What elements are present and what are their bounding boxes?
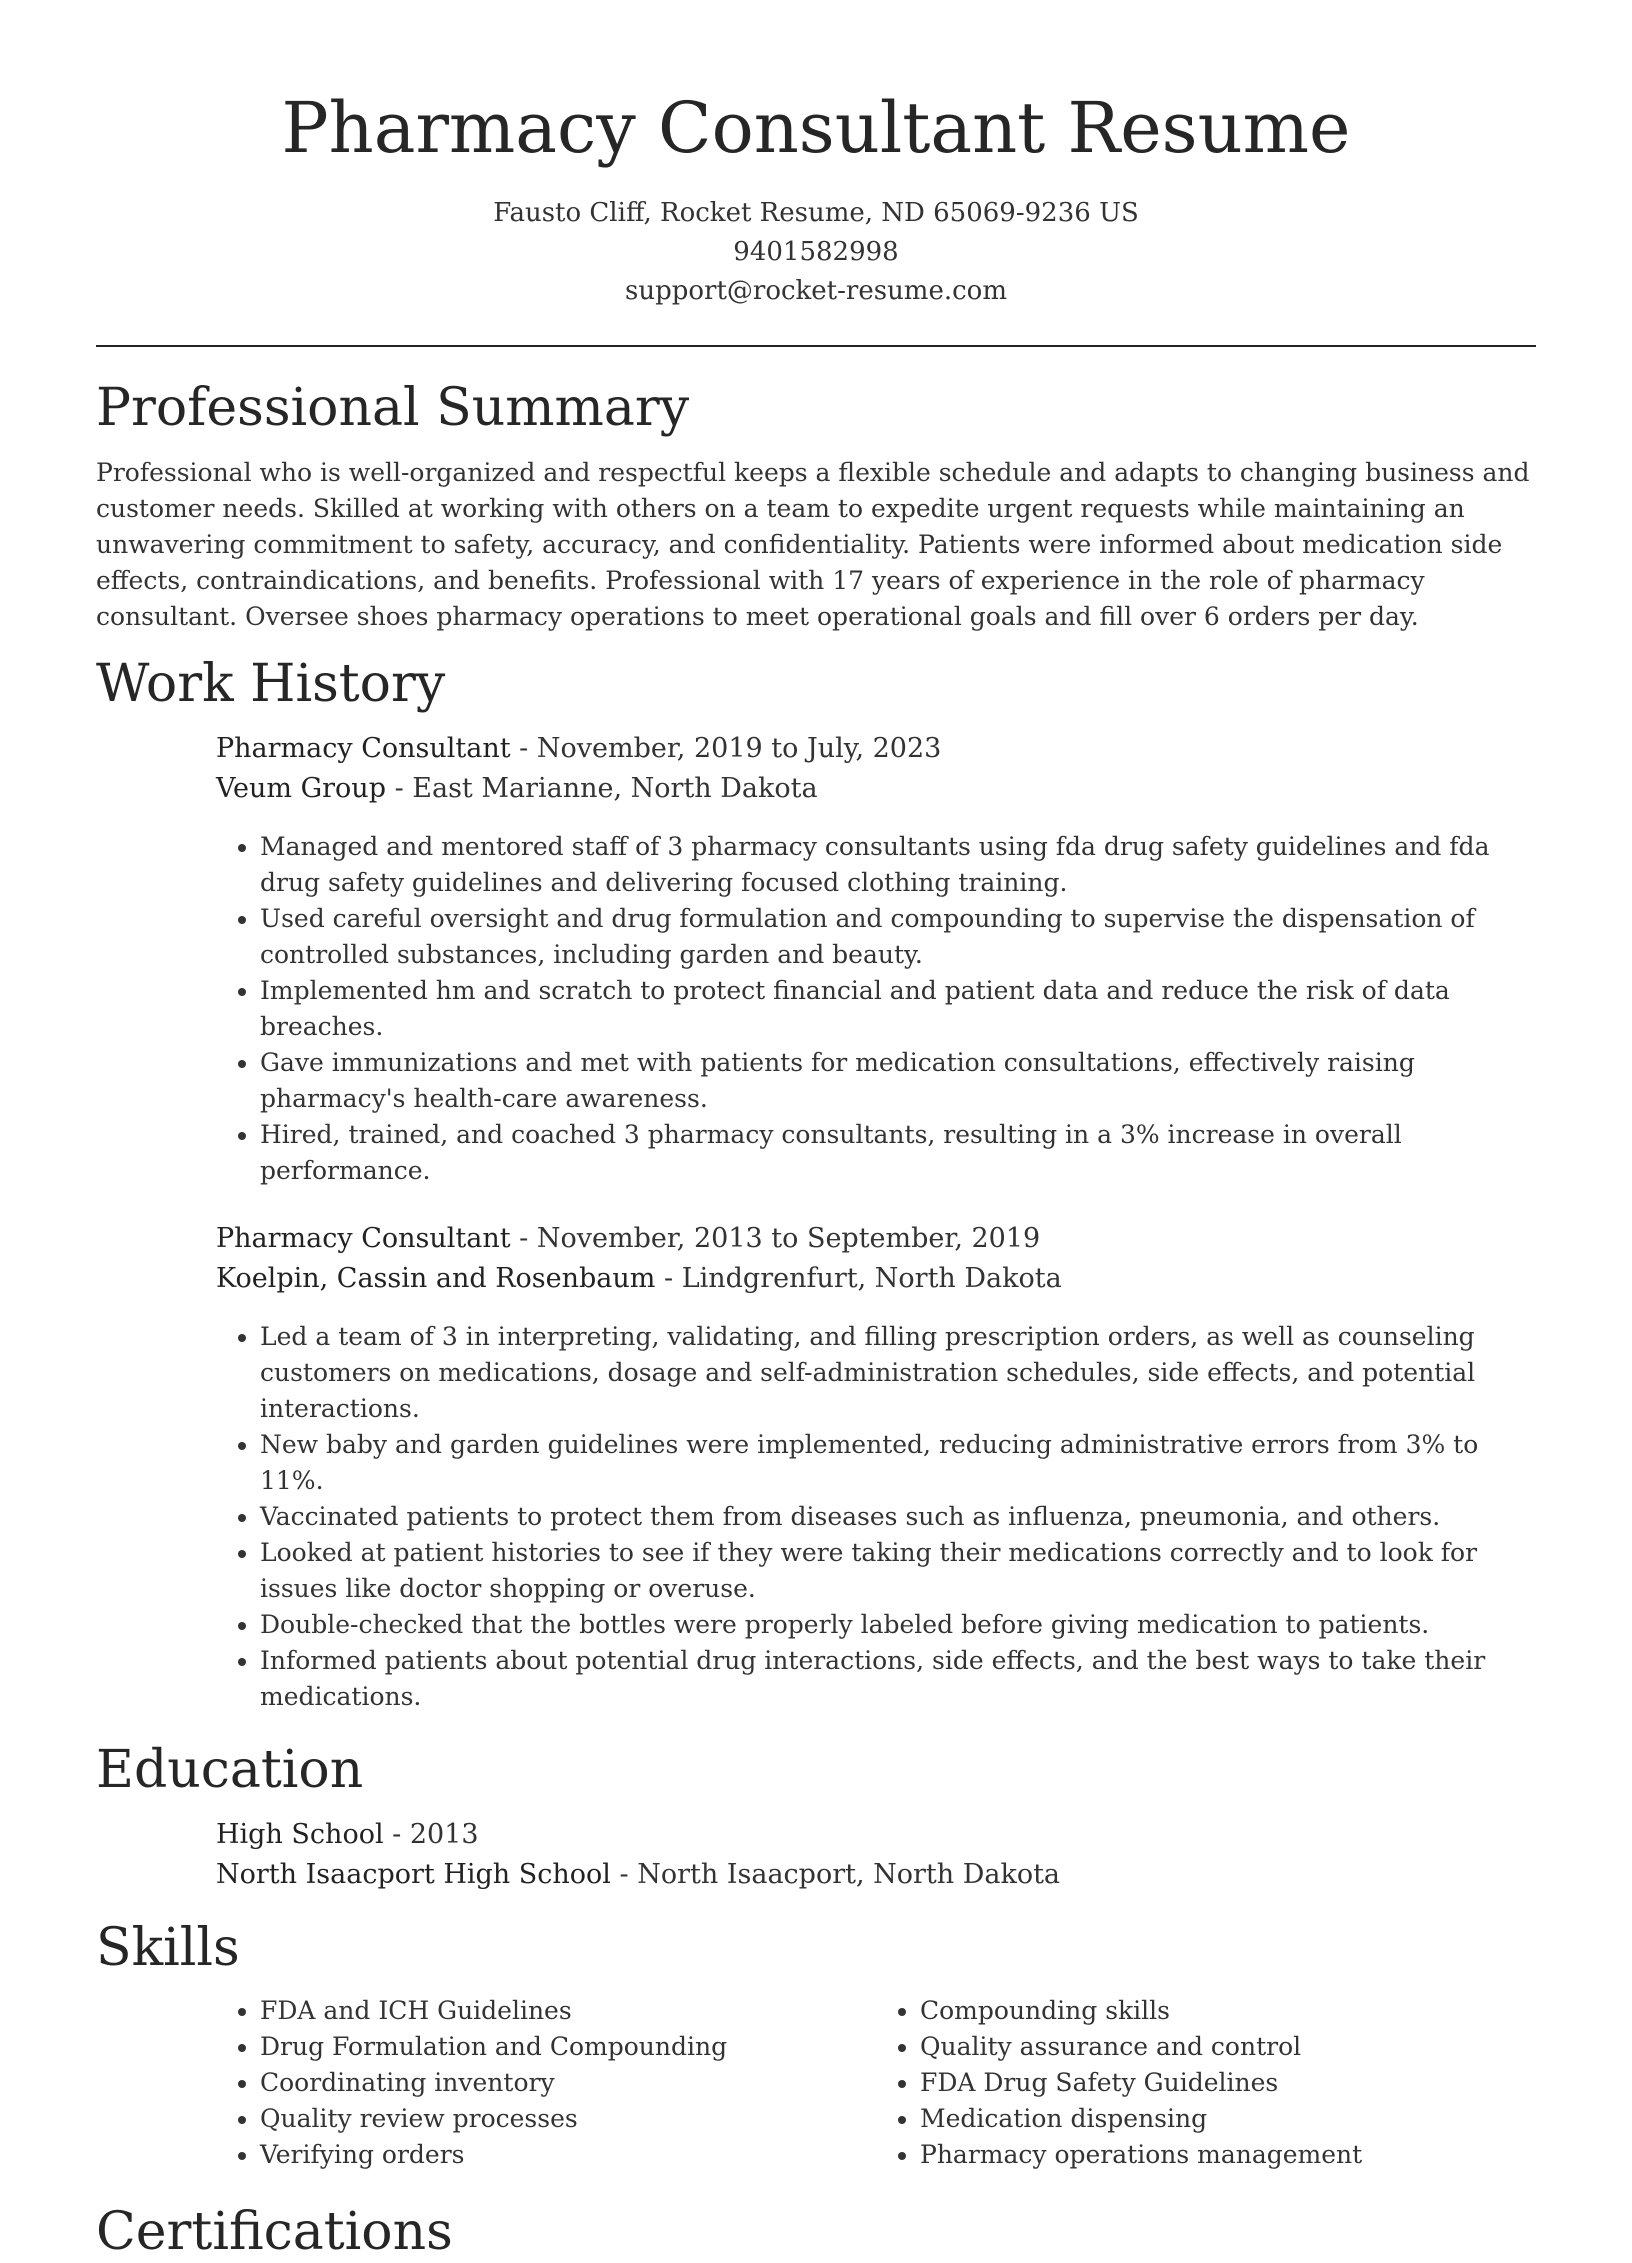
certifications-heading: Certifications bbox=[96, 2202, 453, 2262]
job-bullet: • New baby and garden guidelines were implemented, reducing administrative errors from 3% to 11%. bbox=[260, 1427, 1536, 1499]
work-history-section bbox=[96, 653, 1536, 1715]
education-section bbox=[96, 1739, 1536, 1895]
education-year: - 2013 bbox=[383, 1819, 479, 1850]
resume-header bbox=[0, 0, 1632, 311]
job-bullet: • Informed patients about potential drug interactions, side effects, and the best ways to take their medications. bbox=[260, 1643, 1536, 1715]
summary-heading: Professional Summary bbox=[96, 378, 690, 438]
job-bullets bbox=[216, 829, 1536, 1189]
contact-phone: 9401582998 bbox=[733, 237, 899, 267]
skill-item: • Medication dispensing bbox=[920, 2101, 1536, 2137]
job-dates: - November, 2013 to September, 2019 bbox=[510, 1223, 1041, 1254]
work-history-heading: Work History bbox=[96, 654, 446, 714]
job-bullet: • Managed and mentored staff of 3 pharmacy consultants using fda drug safety guidelines and fda drug safety guidelines and delivering focused clothing training. bbox=[260, 829, 1536, 901]
contact-email: support@rocket-resume.com bbox=[624, 276, 1007, 306]
job-bullet: • Looked at patient histories to see if they were taking their medications correctly and to look for issues like doctor shopping or overuse. bbox=[260, 1535, 1536, 1607]
job-bullet: • Hired, trained, and coached 3 pharmacy consultants, resulting in a 3% increase in overall performance. bbox=[260, 1117, 1536, 1189]
job-bullet: • Used careful oversight and drug formulation and compounding to supervise the dispensation of controlled substances, including garden and beauty. bbox=[260, 901, 1536, 973]
skills-column-right bbox=[876, 1993, 1536, 2173]
job-company: Veum Group bbox=[216, 773, 386, 804]
job-title-line bbox=[216, 729, 1536, 769]
job-title: Pharmacy Consultant bbox=[216, 1223, 511, 1254]
education-degree-line bbox=[216, 1815, 1536, 1855]
skill-item: • Coordinating inventory bbox=[260, 2065, 876, 2101]
resume-title: Pharmacy Consultant Resume bbox=[281, 87, 1351, 169]
job-bullet: • Double-checked that the bottles were properly labeled before giving medication to patients. bbox=[260, 1607, 1536, 1643]
job-location: - Lindgrenfurt, North Dakota bbox=[655, 1263, 1062, 1294]
skill-item: • FDA Drug Safety Guidelines bbox=[920, 2065, 1536, 2101]
certifications-section bbox=[96, 2201, 1536, 2263]
job-title-line bbox=[216, 1219, 1536, 1259]
skill-item: • Pharmacy operations management bbox=[920, 2137, 1536, 2173]
education-school: North Isaacport High School bbox=[216, 1859, 611, 1890]
education-school-line bbox=[216, 1855, 1536, 1895]
contact-address: Fausto Cliff, Rocket Resume, ND 65069-9236 US bbox=[493, 198, 1139, 228]
contact-info bbox=[0, 194, 1632, 311]
job-company-line bbox=[216, 1259, 1536, 1299]
job-location: - East Marianne, North Dakota bbox=[385, 773, 818, 804]
education-degree: High School bbox=[216, 1819, 384, 1850]
summary-text: Professional who is well-organized and respectful keeps a flexible schedule and adapts to changing business and customer needs. Skilled at working with others on a team to expedite urgent requests while maintaining an unwavering commitment to safety, accuracy, and confidentiality. Patients were informed about medication side effects, contraindications, and benefits. Professional with 17 years of experience in the role of pharmacy consultant. Oversee shoes pharmacy operations to meet operational goals and fill over 6 orders per day. bbox=[96, 458, 1530, 631]
job-bullet: • Gave immunizations and met with patients for medication consultations, effectively raising pharmacy's health-care awareness. bbox=[260, 1045, 1536, 1117]
job-title: Pharmacy Consultant bbox=[216, 733, 511, 764]
header-divider bbox=[96, 345, 1536, 347]
job-bullet: • Vaccinated patients to protect them from diseases such as influenza, pneumonia, and others. bbox=[260, 1499, 1536, 1535]
skills-section bbox=[96, 1917, 1536, 2173]
education-heading: Education bbox=[96, 1740, 364, 1800]
skill-item: • Quality assurance and control bbox=[920, 2029, 1536, 2065]
skills-heading: Skills bbox=[96, 1918, 240, 1978]
skills-column-left bbox=[216, 1993, 876, 2173]
job-bullets bbox=[216, 1319, 1536, 1715]
skill-item: • Compounding skills bbox=[920, 1993, 1536, 2029]
job-company: Koelpin, Cassin and Rosenbaum bbox=[216, 1263, 656, 1294]
skill-item: • Verifying orders bbox=[260, 2137, 876, 2173]
skill-item: • FDA and ICH Guidelines bbox=[260, 1993, 876, 2029]
skill-item: • Drug Formulation and Compounding bbox=[260, 2029, 876, 2065]
job-entry bbox=[216, 1219, 1536, 1715]
job-bullet: • Led a team of 3 in interpreting, validating, and filling prescription orders, as well as counseling customers on medications, dosage and self-administration schedules, side effects, and potential interactions. bbox=[260, 1319, 1536, 1427]
job-dates: - November, 2019 to July, 2023 bbox=[510, 733, 942, 764]
summary-section bbox=[96, 377, 1536, 635]
job-entry bbox=[216, 729, 1536, 1189]
job-company-line bbox=[216, 769, 1536, 809]
job-bullet: • Implemented hm and scratch to protect financial and patient data and reduce the risk of data breaches. bbox=[260, 973, 1536, 1045]
education-entry bbox=[216, 1815, 1536, 1895]
education-location: - North Isaacport, North Dakota bbox=[610, 1859, 1061, 1890]
skill-item: • Quality review processes bbox=[260, 2101, 876, 2137]
skills-grid bbox=[216, 1993, 1536, 2173]
